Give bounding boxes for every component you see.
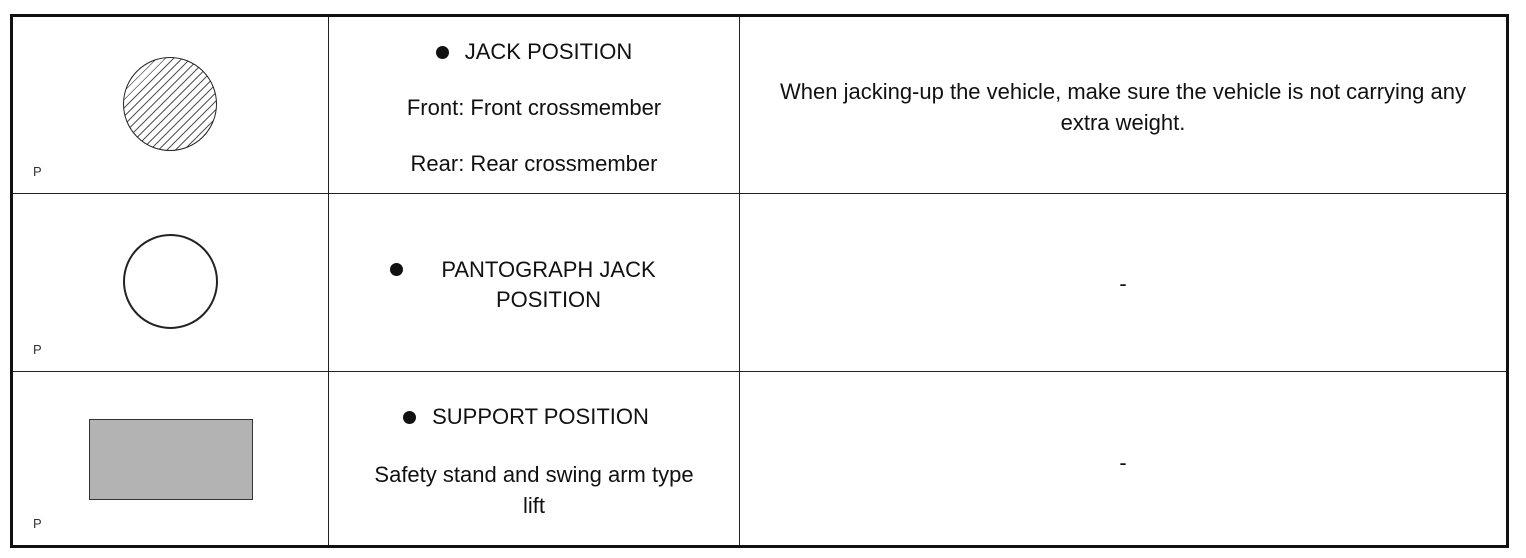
detail-safety-stand: Safety stand and swing arm type lift bbox=[374, 462, 694, 518]
bullet-icon bbox=[436, 46, 449, 59]
bullet-heading bbox=[436, 39, 632, 65]
symbol-marker: P bbox=[33, 516, 42, 531]
note-dash: - bbox=[1119, 271, 1127, 296]
symbol-cell-jack bbox=[13, 17, 329, 194]
hatched-circle-icon bbox=[123, 57, 217, 151]
symbol-marker: P bbox=[33, 342, 42, 357]
description-cell-support bbox=[329, 372, 740, 545]
note-jack-weight: When jacking-up the vehicle, make sure the vehicle is not carrying any extra weight. bbox=[779, 79, 1466, 135]
detail-front: Front: Front crossmember bbox=[406, 95, 662, 120]
detail-rear: Rear: Rear crossmember bbox=[410, 151, 658, 176]
gray-rectangle-icon bbox=[89, 419, 253, 500]
symbol-cell-support bbox=[13, 372, 329, 545]
note-cell-jack bbox=[740, 17, 1506, 194]
bullet-heading bbox=[390, 255, 679, 315]
description-cell-jack bbox=[329, 17, 740, 194]
bullet-heading bbox=[403, 404, 649, 430]
symbol-marker: P bbox=[33, 164, 42, 179]
jack-position-legend-table bbox=[10, 14, 1509, 548]
note-cell-pantograph bbox=[740, 194, 1506, 372]
note-dash: - bbox=[1119, 450, 1127, 475]
heading-jack-position: JACK POSITION bbox=[464, 39, 633, 64]
bullet-icon bbox=[390, 263, 403, 276]
heading-pantograph-jack-position: PANTOGRAPH JACK POSITION bbox=[441, 257, 656, 312]
symbol-cell-pantograph bbox=[13, 194, 329, 372]
note-cell-support bbox=[740, 372, 1506, 545]
heading-support-position: SUPPORT POSITION bbox=[432, 404, 649, 429]
open-circle-icon bbox=[123, 234, 218, 329]
description-cell-pantograph bbox=[329, 194, 740, 372]
bullet-icon bbox=[403, 411, 416, 424]
